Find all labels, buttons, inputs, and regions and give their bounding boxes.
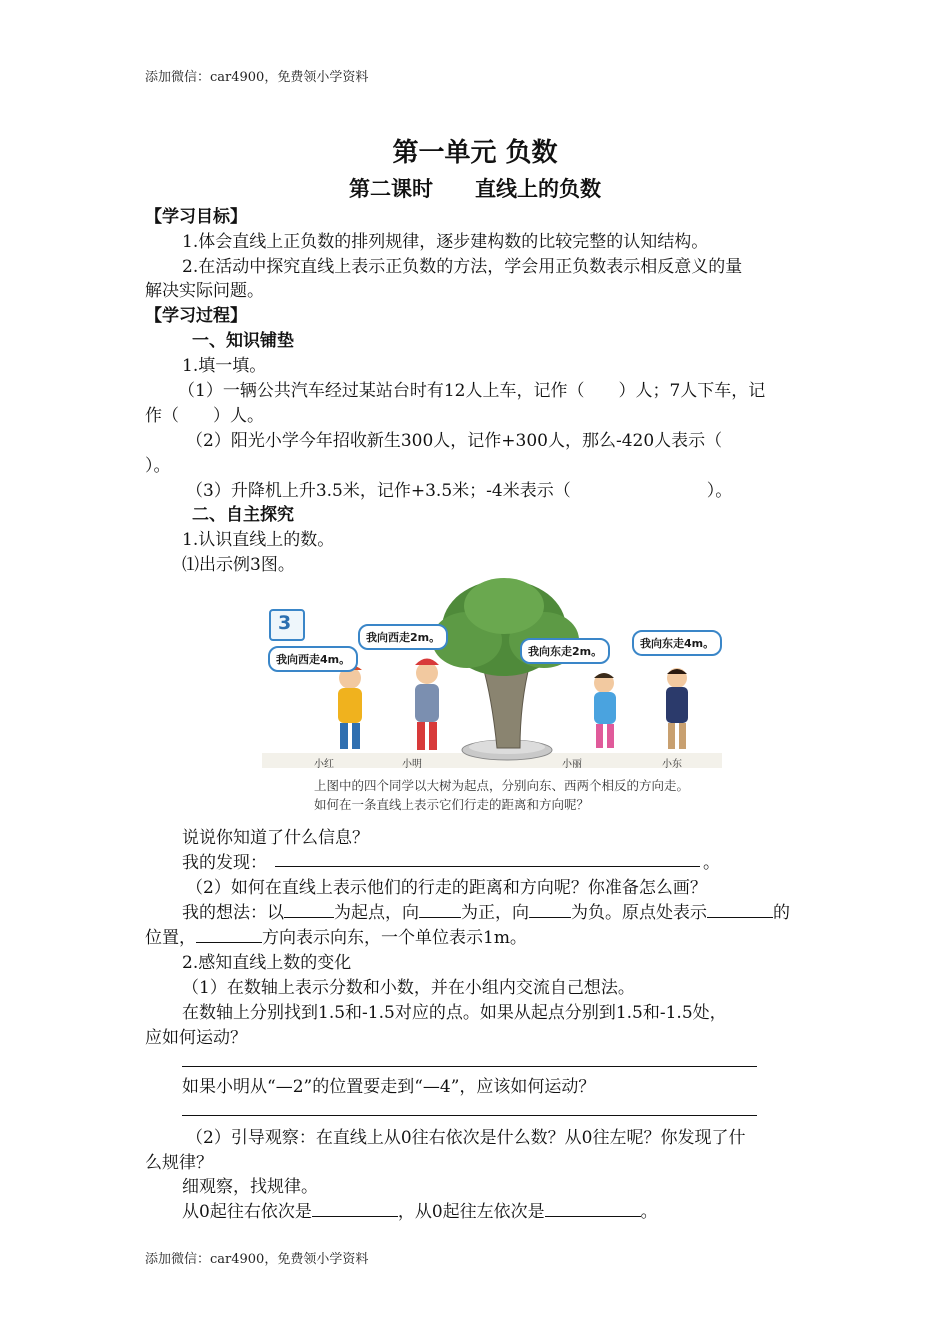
page-header: 添加微信：car4900，免费领小学资料 bbox=[145, 70, 369, 85]
part2-heading: 二、自主探究 bbox=[192, 505, 294, 525]
discovery-blank[interactable] bbox=[275, 866, 700, 867]
question-2-line2: ）。 bbox=[145, 456, 171, 476]
order-blank-right[interactable] bbox=[312, 1202, 398, 1217]
idea-text-e: 的 bbox=[773, 903, 790, 923]
idea-blank-direction[interactable] bbox=[196, 928, 262, 943]
sense-question-1: （1）在数轴上表示分数和小数，并在小组内交流自己想法。 bbox=[182, 978, 635, 998]
speech-bubble-xiaoming: 我向西走2m。 bbox=[358, 624, 448, 650]
order-text-b: ，从0起往左依次是 bbox=[397, 1202, 545, 1222]
idea-text-d: 为负。原点处表示 bbox=[571, 903, 707, 923]
guide-line1: （2）引导观察：在直线上从0往右依次是什么数？从0往左呢？你发现了什 bbox=[186, 1128, 746, 1148]
guide-line2: 么规律？ bbox=[145, 1153, 213, 1173]
idea-text-b: 为起点，向 bbox=[334, 903, 419, 923]
xiaoming-question: 如果小明从“—2”的位置要走到“—4”，应该如何运动？ bbox=[182, 1077, 596, 1097]
answer-line-1[interactable] bbox=[182, 1066, 757, 1067]
page-footer: 添加微信：car4900，免费领小学资料 bbox=[145, 1252, 369, 1267]
goals-heading: 【学习目标】 bbox=[145, 207, 247, 227]
page-subtitle: 第二课时 直线上的负数 bbox=[349, 176, 601, 201]
question-1-line2: 作（ ）人。 bbox=[145, 406, 264, 426]
goal-1: 1.体会直线上正负数的排列规律，逐步建构数的比较完整的认知结构。 bbox=[182, 232, 709, 252]
label-xiaoli: 小丽 bbox=[562, 759, 582, 770]
speech-bubble-xiaohong: 我向西走4m。 bbox=[268, 646, 358, 672]
know-label: 1.认识直线上的数。 bbox=[182, 530, 335, 550]
fill-label: 1.填一填。 bbox=[182, 356, 267, 376]
idea-blank-origin[interactable] bbox=[284, 903, 334, 918]
sense-label: 2.感知直线上数的变化 bbox=[182, 953, 352, 973]
idea-text-c: 为正，向 bbox=[461, 903, 529, 923]
process-heading: 【学习过程】 bbox=[145, 306, 247, 326]
example-number: 3 bbox=[278, 612, 292, 634]
order-text-a: 从0起往右依次是 bbox=[182, 1202, 312, 1222]
order-line bbox=[182, 1197, 658, 1222]
part1-heading: 一、知识铺垫 bbox=[192, 331, 294, 351]
question-2-line1: （2）阳光小学今年招收新生300人，记作+300人，那么-420人表示（ bbox=[186, 431, 723, 451]
example-figure bbox=[262, 568, 722, 818]
idea-line1 bbox=[182, 898, 790, 923]
answer-line-2[interactable] bbox=[182, 1115, 757, 1116]
label-xiaoming: 小明 bbox=[402, 759, 422, 770]
goal-2-cont: 解决实际问题。 bbox=[145, 281, 264, 301]
speech-bubble-xiaoli: 我向东走2m。 bbox=[520, 638, 610, 664]
label-xiaodong: 小东 bbox=[662, 759, 682, 770]
figure-caption-2: 如何在一条直线上表示它们行走的距离和方向呢？ bbox=[314, 797, 590, 812]
question-how: （2）如何在直线上表示他们的行走的距离和方向呢？你准备怎么画？ bbox=[186, 878, 707, 898]
idea-text-a: 我的想法：以 bbox=[182, 903, 284, 923]
find-line2: 应如何运动？ bbox=[145, 1028, 247, 1048]
say-info: 说说你知道了什么信息？ bbox=[182, 828, 369, 848]
idea-text-g: 方向表示向东，一个单位表示1m。 bbox=[262, 928, 527, 948]
idea-blank-negative[interactable] bbox=[529, 903, 571, 918]
idea-blank-positive[interactable] bbox=[419, 903, 461, 918]
figure-caption-1: 上图中的四个同学以大树为起点，分别向东、西两个相反的方向走。 bbox=[314, 778, 690, 793]
order-blank-left[interactable] bbox=[545, 1202, 641, 1217]
show-label: ⑴出示例3图。 bbox=[182, 555, 295, 575]
discovery-label: 我的发现： bbox=[182, 853, 267, 873]
find-line1: 在数轴上分别找到1.5和-1.5对应的点。如果从起点分别到1.5和-1.5处， bbox=[182, 1003, 727, 1023]
page-title: 第一单元 负数 bbox=[392, 138, 558, 168]
order-text-c: 。 bbox=[640, 1202, 658, 1222]
discovery-end: 。 bbox=[703, 853, 720, 873]
question-3: （3）升降机上升3.5米，记作+3.5米；-4米表示（ ）。 bbox=[186, 481, 733, 501]
observe-text: 细观察，找规律。 bbox=[182, 1177, 318, 1197]
speech-bubble-xiaodong: 我向东走4m。 bbox=[632, 630, 722, 656]
goal-2: 2.在活动中探究直线上表示正负数的方法，学会用正负数表示相反意义的量 bbox=[182, 257, 743, 277]
question-1-line1: （1）一辆公共汽车经过某站台时有12人上车，记作（ ）人；7人下车，记 bbox=[178, 381, 766, 401]
idea-blank-origin-meaning[interactable] bbox=[707, 903, 773, 918]
idea-line2 bbox=[145, 923, 527, 948]
idea-text-f: 位置， bbox=[145, 928, 196, 948]
label-xiaohong: 小红 bbox=[314, 759, 334, 770]
